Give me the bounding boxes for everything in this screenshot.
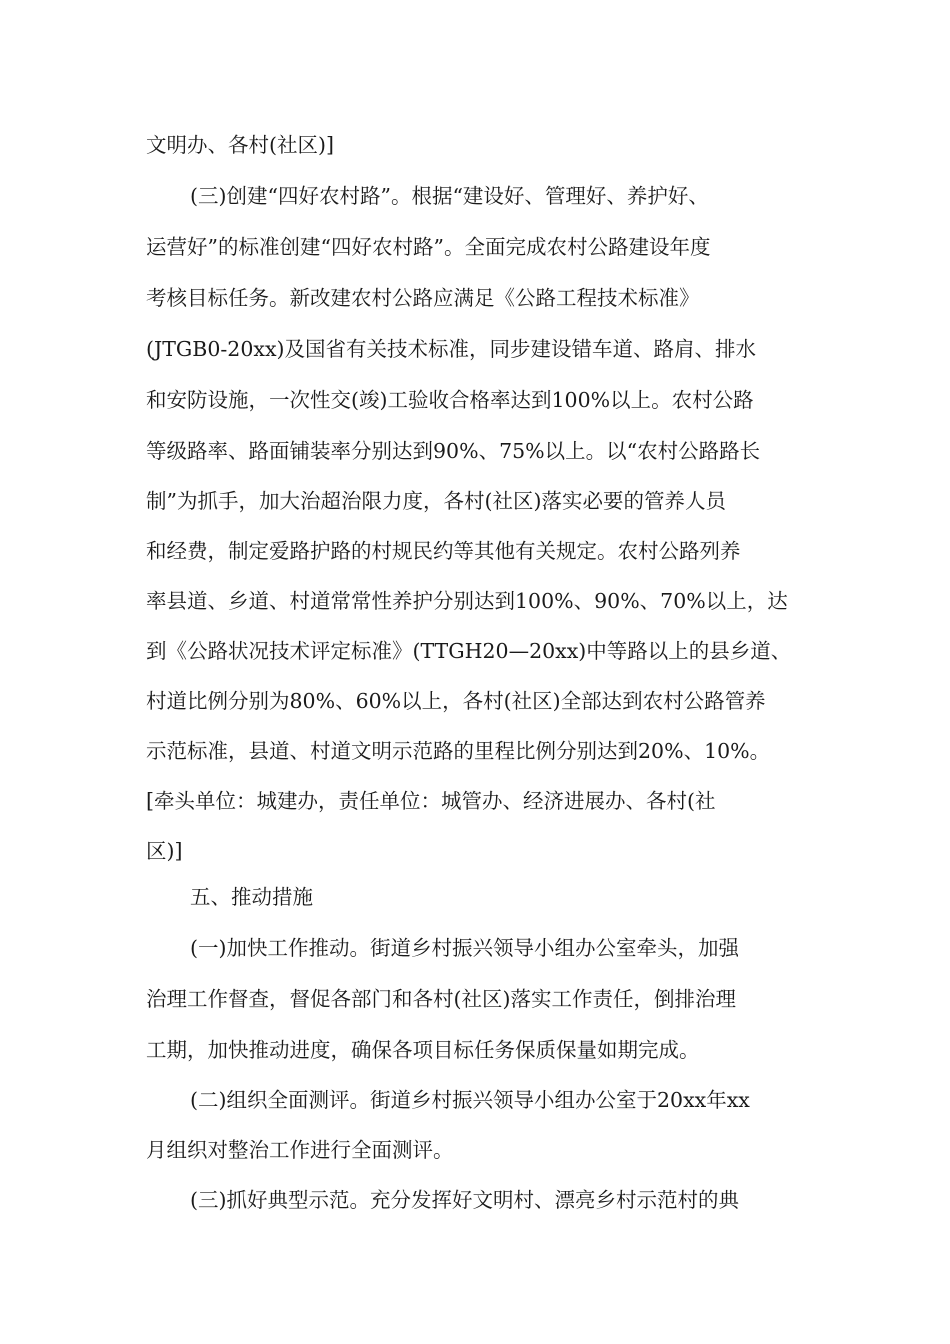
- text-line: 和安防设施，一次性交(竣)工验收合格率达到100%以上。农村公路: [146, 388, 754, 412]
- text-line-measure-2-heading: (二)组织全面测评。街道乡村振兴领导小组办公室于20xx年xx: [190, 1088, 750, 1112]
- text-line: 治理工作督查，督促各部门和各村(社区)落实工作责任，倒排治理: [146, 987, 736, 1011]
- text-line: 考核目标任务。新改建农村公路应满足《公路工程技术标准》: [146, 286, 700, 310]
- text-line: 等级路率、路面铺装率分别达到90%、75%以上。以“农村公路路长: [146, 439, 761, 463]
- text-line: 率县道、乡道、村道常常性养护分别达到100%、90%、70%以上，达: [146, 589, 788, 613]
- text-line: 村道比例分别为80%、60%以上，各村(社区)全部达到农村公路管养: [146, 689, 766, 713]
- text-line-measure-1-heading: (一)加快工作推动。街道乡村振兴领导小组办公室牵头，加强: [190, 936, 739, 960]
- text-line-responsible-units-continued: 文明办、各村(社区)]: [146, 133, 334, 157]
- text-line: 制”为抓手，加大治超治限力度，各村(社区)落实必要的管养人员: [146, 489, 726, 513]
- text-line: 示范标准，县道、村道文明示范路的里程比例分别达到20%、10%。: [146, 739, 771, 763]
- text-line: 工期，加快推动进度，确保各项目标任务保质保量如期完成。: [146, 1038, 700, 1062]
- text-line-four-good-roads-heading: (三)创建“四好农村路”。根据“建设好、管理好、养护好、: [190, 184, 709, 208]
- section-heading-measures: 五、推动措施: [190, 885, 313, 909]
- text-line: 和经费，制定爱路护路的村规民约等其他有关规定。农村公路列养: [146, 539, 741, 563]
- text-line-lead-unit-note-end: 区)]: [146, 839, 183, 863]
- text-line: 运营好”的标准创建“四好农村路”。全面完成农村公路建设年度: [146, 235, 711, 259]
- text-line: 到《公路状况技术评定标准》(TTGH20—20xx)中等路以上的县乡道、: [146, 639, 792, 663]
- text-line-measure-3-heading: (三)抓好典型示范。充分发挥好文明村、漂亮乡村示范村的典: [190, 1188, 739, 1212]
- text-line: (JTGB0-20xx)及国省有关技术标准，同步建设错车道、路肩、排水: [146, 337, 757, 361]
- text-line-lead-unit-note: [牵头单位：城建办，责任单位：城管办、经济进展办、各村(社: [146, 789, 716, 813]
- text-line: 月组织对整治工作进行全面测评。: [146, 1138, 454, 1162]
